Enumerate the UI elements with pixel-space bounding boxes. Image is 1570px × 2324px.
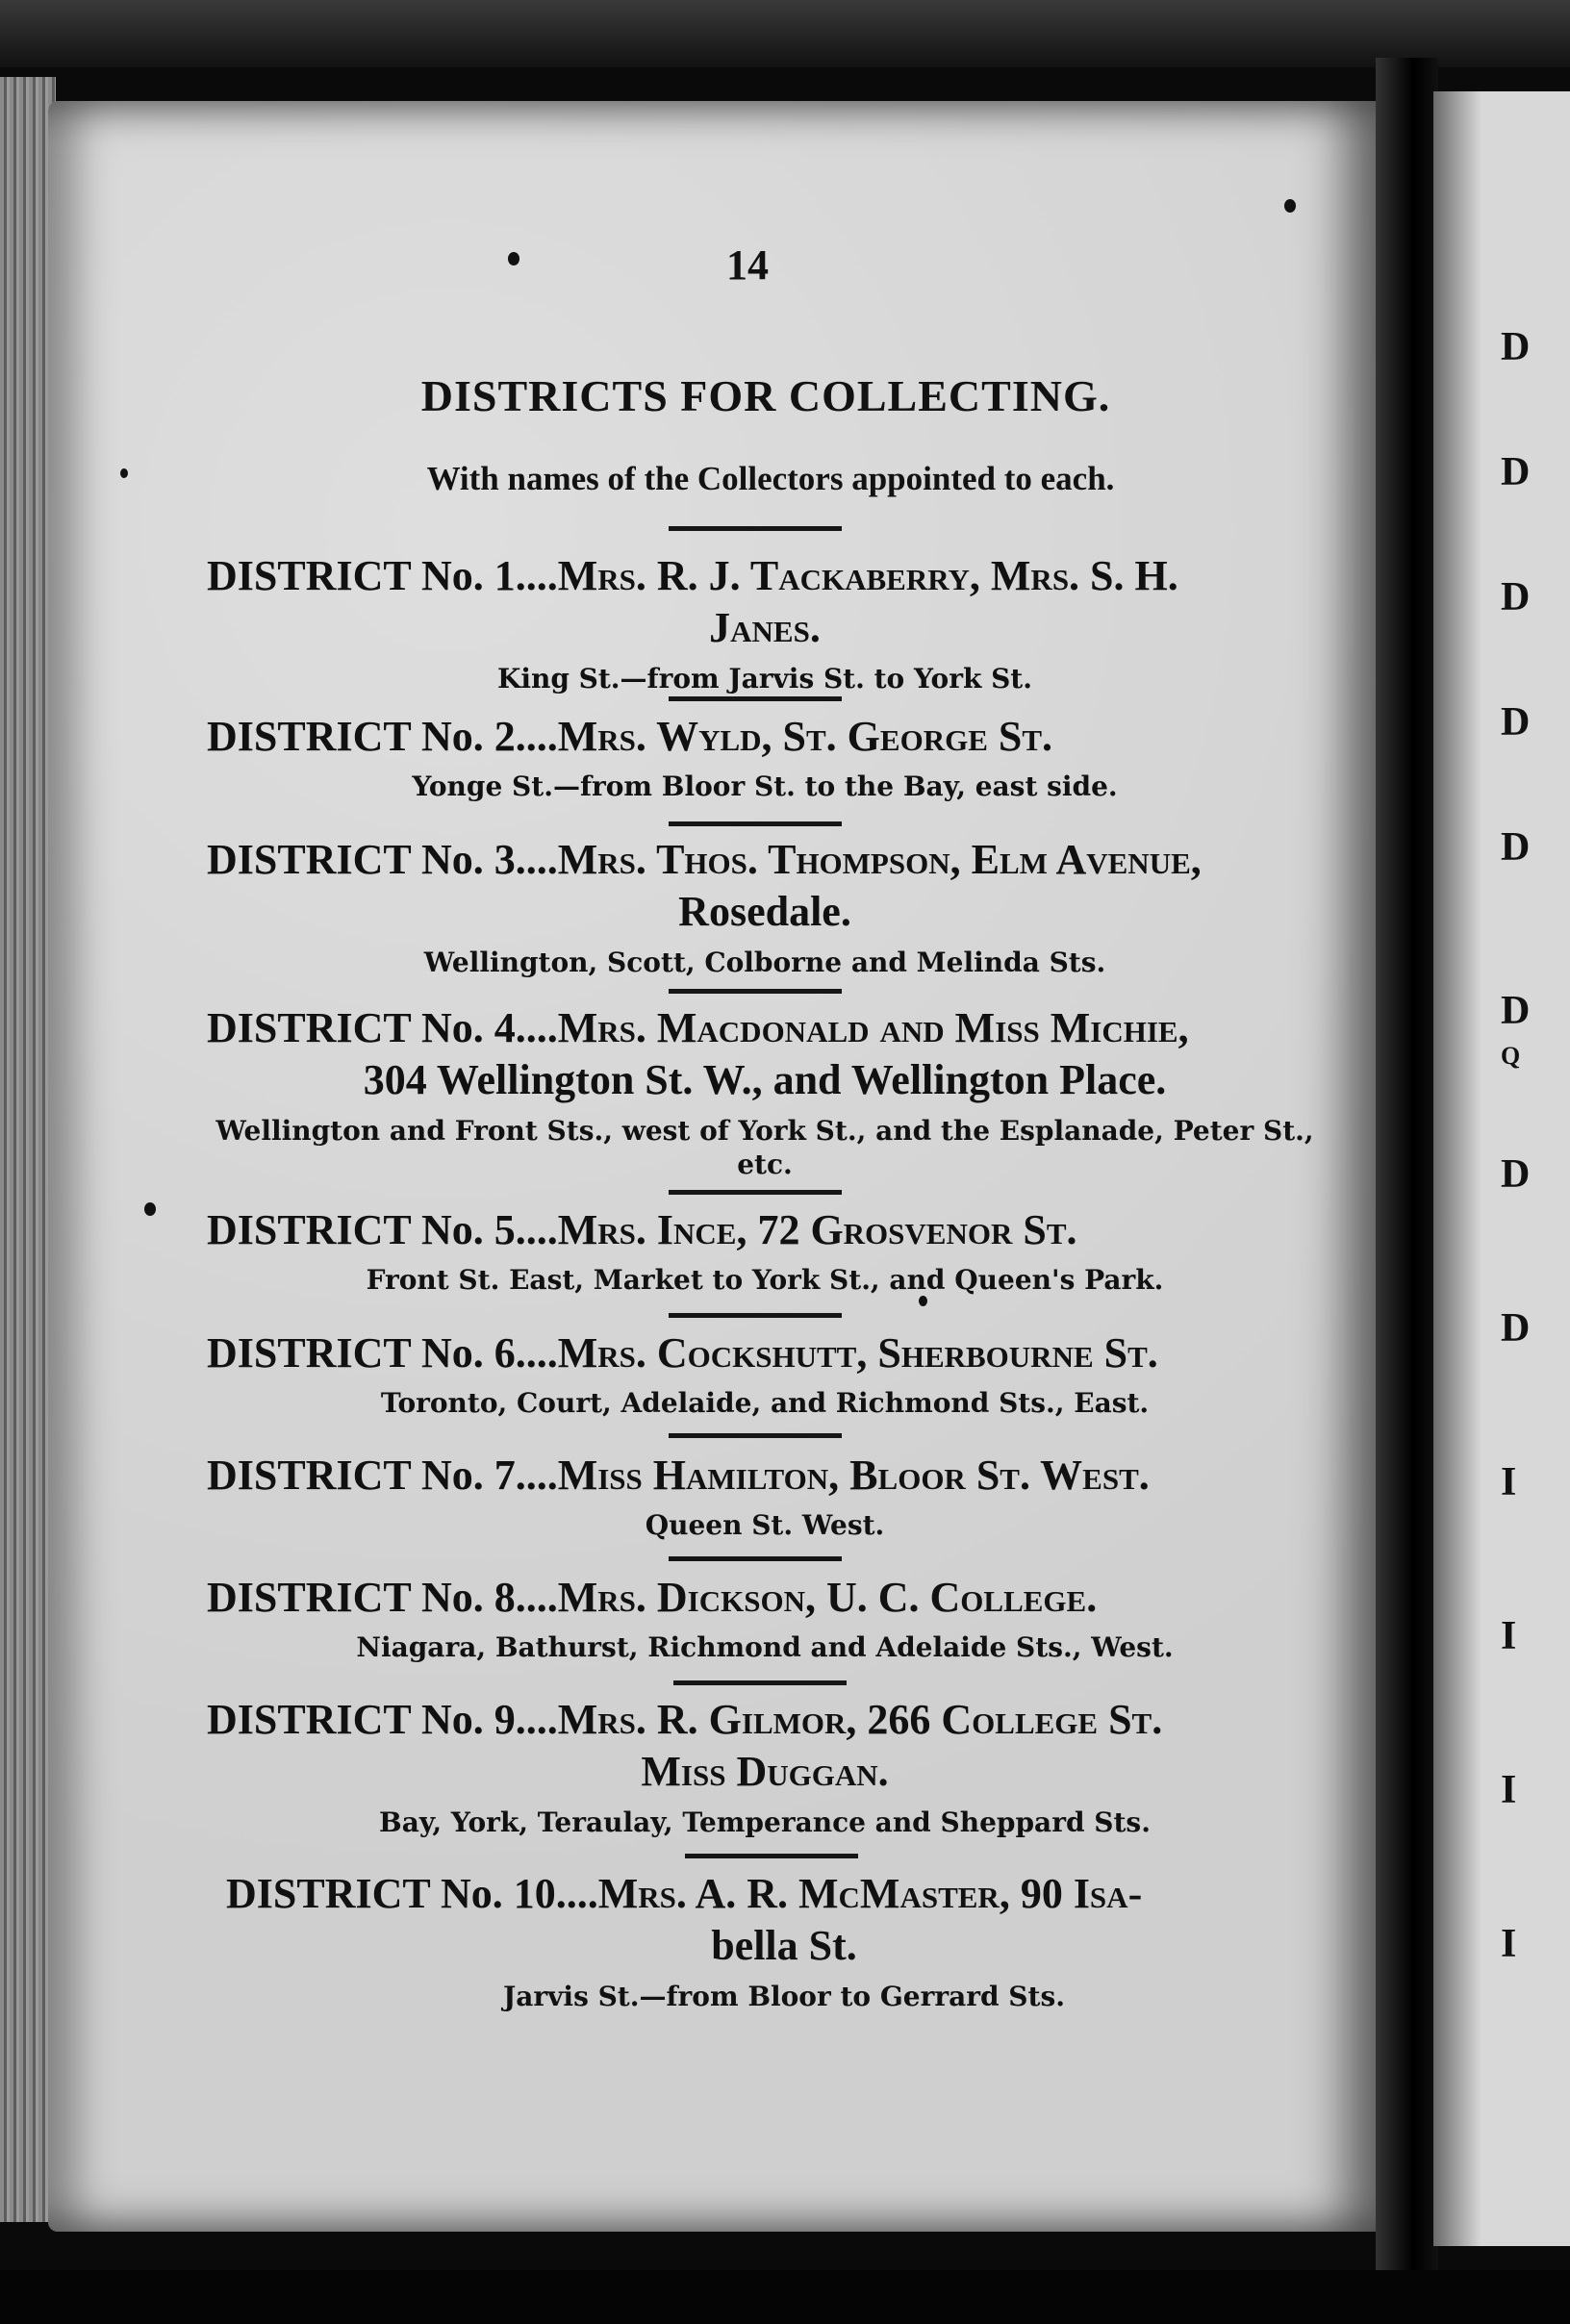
district-line [207,1005,1323,1051]
district-area: Wellington and Front Sts., west of York St., and the Esplanade, Peter St., etc. [215,1114,1314,1180]
district-entry [207,1452,1323,1542]
district-entry [207,553,1323,695]
district-collectors: Mrs. R. J. Tackaberry, Mrs. S. H. [557,552,1178,599]
facing-letter: D [1501,989,1531,1033]
facing-letter: D [1501,575,1531,619]
district-line [207,1452,1323,1499]
district-label: DISTRICT No. 3.... [207,836,558,883]
district-label: DISTRICT No. 8.... [207,1574,558,1621]
district-entry [207,1005,1323,1181]
facing-letter: D [1501,450,1531,494]
district-area: Jarvis St.—from Bloor to Gerrard Sts. [503,1980,1065,2012]
facing-letter: I [1501,1614,1517,1658]
facing-letter: I [1501,1460,1517,1504]
ink-speck [508,252,519,265]
divider-rule [669,989,842,994]
district-area: Bay, York, Teraulay, Temperance and Sheppard Sts. [379,1806,1151,1838]
facing-letter: D [1501,700,1531,745]
district-label: DISTRICT No. 6.... [207,1329,558,1377]
divider-rule [685,1854,858,1858]
ink-speck [919,1296,927,1306]
district-line [207,1330,1323,1377]
district-line [207,1697,1323,1743]
district-area: Toronto, Court, Adelaide, and Richmond Sts., East. [380,1387,1150,1420]
district-label: DISTRICT No. 1.... [207,552,558,599]
district-area: Wellington, Scott, Colborne and Melinda Sts. [423,946,1106,978]
district-label: DISTRICT No. 9.... [207,1696,558,1743]
district-line [207,1575,1323,1621]
district-continuation: Janes. [709,604,821,652]
district-collectors: Mrs. Thos. Thompson, Elm Avenue, [557,836,1202,883]
district-continuation: Miss Duggan. [641,1748,889,1796]
district-area: Front St. East, Market to York St., and Queen's Park. [366,1264,1164,1297]
divider-rule [669,1190,842,1195]
facing-letter: D [1501,1152,1531,1197]
divider-rule [669,526,842,531]
district-collectors: Mrs. Wyld, St. George St. [557,713,1053,760]
district-area: King St.—from Jarvis St. to York St. [496,662,1032,695]
district-collectors: Mrs. Cockshutt, Sherbourne St. [557,1329,1158,1377]
page-subtitle-text: With names of the Collectors appointed to each. [426,460,1115,497]
district-continuation: bella St. [711,1922,857,1970]
district-label: DISTRICT No. 4.... [207,1004,558,1051]
district-label: DISTRICT No. 10.... [226,1870,598,1917]
district-label: DISTRICT No. 7.... [207,1452,558,1499]
district-entry [207,1330,1323,1420]
ink-speck [1284,199,1296,213]
bottom-border [0,2270,1570,2324]
district-collectors: Mrs. Macdonald and Miss Michie, [557,1004,1189,1051]
divider-rule [669,1313,842,1318]
district-line [207,837,1323,883]
divider-rule [669,821,842,826]
district-collectors: Mrs. Ince, 72 Grosvenor St. [557,1206,1077,1253]
page-title-text: DISTRICTS FOR COLLECTING. [420,371,1111,420]
district-entry [207,837,1323,979]
district-entry [207,1575,1323,1664]
district-collectors: Mrs. A. R. McMaster, 90 Isa- [597,1870,1143,1917]
page-number: 14 [726,241,769,289]
district-continuation: 304 Wellington St. W., and Wellington Place. [363,1056,1167,1104]
divider-rule [669,1433,842,1438]
district-continuation: Rosedale. [678,888,851,936]
district-line [226,1871,1342,1917]
district-line [207,553,1323,599]
district-area: Yonge St.—from Bloor St. to the Bay, east side. [412,770,1118,803]
district-line [207,1207,1323,1253]
district-area: Niagara, Bathurst, Richmond and Adelaide Sts., West. [356,1631,1174,1664]
facing-letter: I [1501,1768,1517,1812]
page-title [0,370,1570,421]
facing-letter: I [1501,1922,1517,1966]
district-label: DISTRICT No. 5.... [207,1206,558,1253]
district-label: DISTRICT No. 2.... [207,713,558,760]
facing-letter: Q [1501,1042,1521,1070]
district-collectors: Mrs. R. Gilmor, 266 College St. [557,1696,1163,1743]
district-collectors: Miss Hamilton, Bloor St. West. [557,1452,1150,1499]
facing-letter: D [1501,825,1531,870]
divider-rule [669,696,842,701]
district-line [207,714,1323,760]
district-entry [207,1207,1323,1297]
divider-rule [669,1556,842,1561]
page-subtitle [0,460,1570,498]
facing-letter: D [1501,325,1531,369]
district-entry [207,1697,1323,1839]
district-area: Queen St. West. [645,1509,885,1542]
district-entry [207,714,1323,803]
district-entry [226,1871,1342,2013]
ink-speck [144,1202,156,1216]
top-border [0,0,1570,67]
district-collectors: Mrs. Dickson, U. C. College. [557,1574,1098,1621]
facing-letter: D [1501,1306,1531,1351]
divider-rule [673,1680,847,1685]
